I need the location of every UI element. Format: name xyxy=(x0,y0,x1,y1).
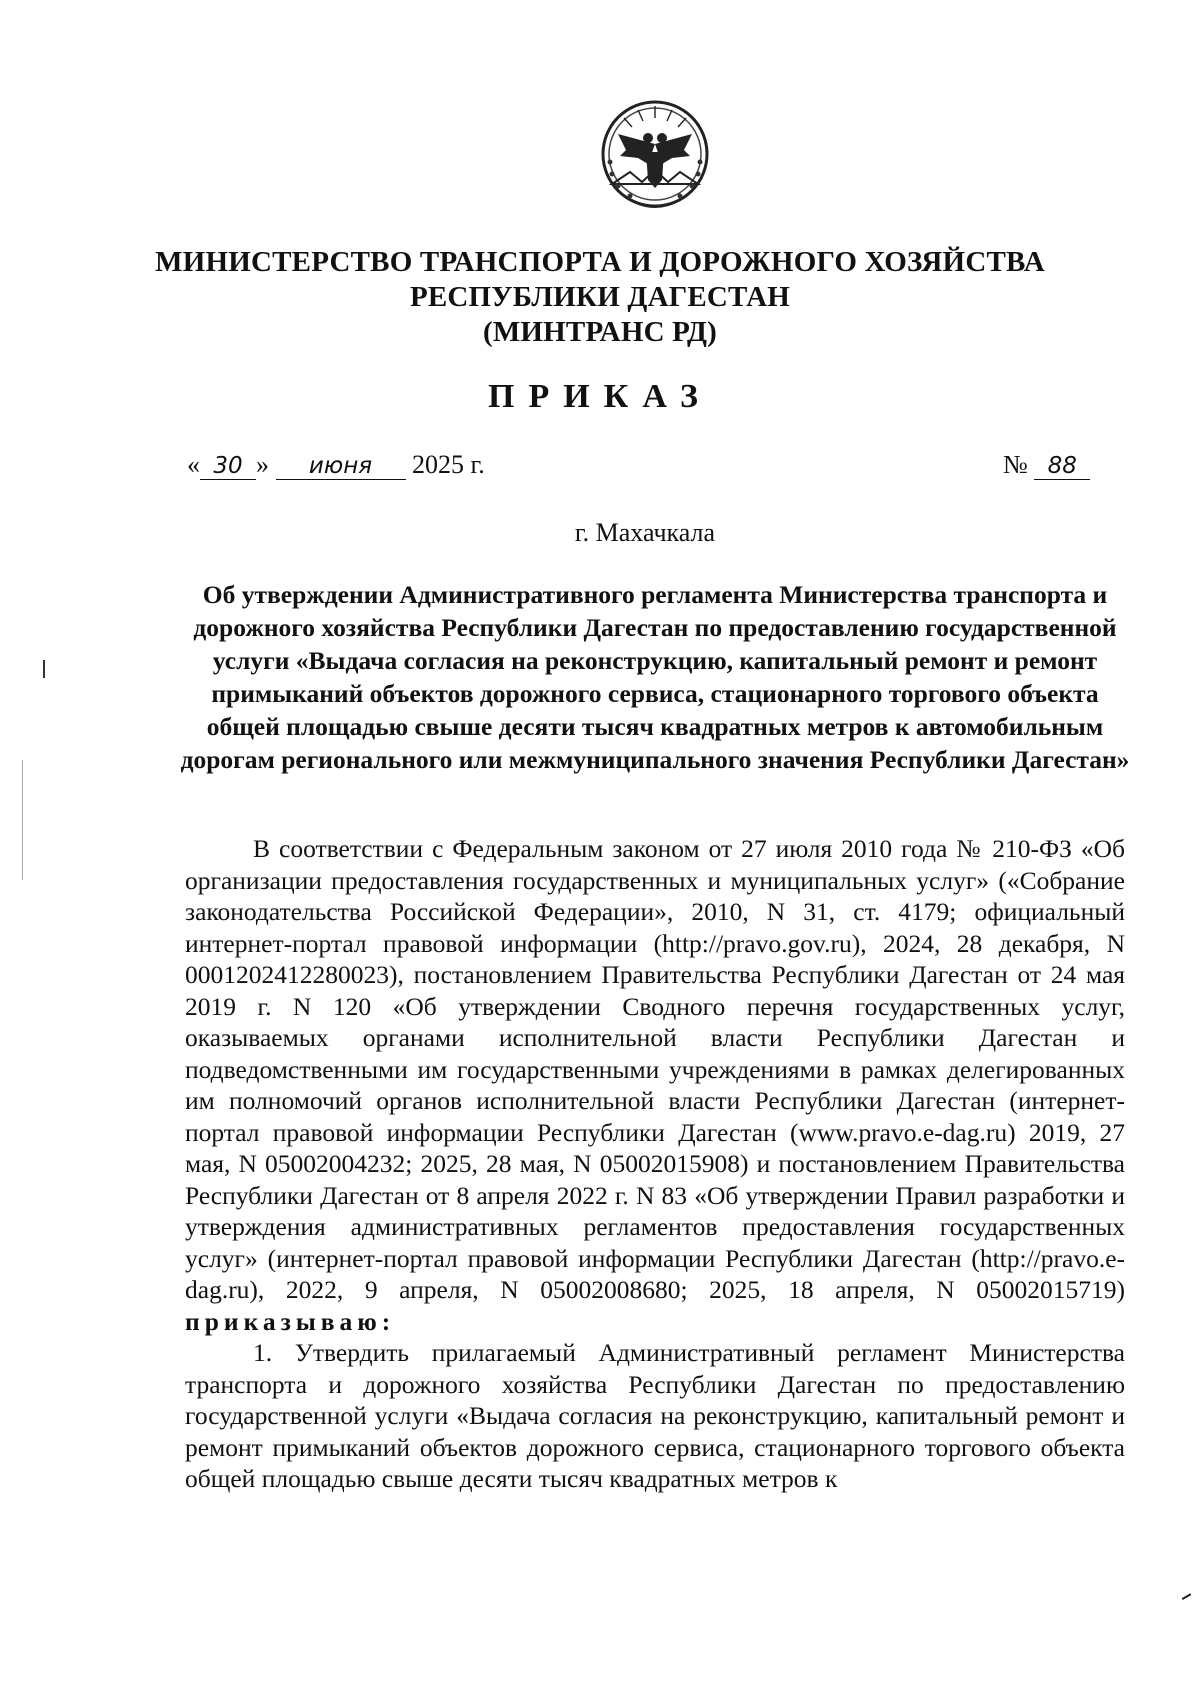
order-subject: Об утверждении Административного регламента Министерства транспорта и дорожного хозяйства Республики Дагестан по предоставлению государственной услуги «Выдача согласия на реконструкцию, капитальный ремонт и ремонт примыканий объектов дорожного сервиса, стационарного торгового объекта общей площадью свыше десяти тысяч квадратных метров к автомобильным дорогам регионального или межмуниципального значения Республики Дагестан» xyxy=(180,580,1130,774)
order-body xyxy=(185,833,1125,1495)
preamble-paragraph xyxy=(185,833,1125,1337)
date-year: 2025 г. xyxy=(412,450,485,479)
order-date xyxy=(187,450,485,480)
item-1-paragraph: 1. Утвердить прилагаемый Административный регламент Министерства транспорта и дорожного хозяйства Республики Дагестан по предоставлению государственной услуги «Выдача согласия на реконструкцию, капитальный ремонт и ремонт примыканий объектов дорожного сервиса, стационарного торгового объекта общей площадью свыше десяти тысяч квадратных метров к xyxy=(185,1338,1125,1493)
ministry-name-line2: РЕСПУБЛИКИ ДАГЕСТАН xyxy=(409,281,791,313)
dagestan-coat-of-arms-icon xyxy=(590,92,720,222)
scan-margin-mark-right xyxy=(1179,1588,1192,1600)
preamble-text: В соответствии с Федеральным законом от 27 июля 2010 года № 210-ФЗ «Об организации предоставления государственных и муниципальных услуг» («Собрание законодательства Российской Федерации», 2010, N 31, ст. 4179; официальный интернет-портал правовой информации (http://pravo.gov.ru), 2024, 28 декабря, N 0001202412280023), постановлением Правительства Республики Дагестан от 24 мая 2019 г. N 120 «Об утверждении Сводного перечня государственных услуг, оказываемых органами исполнительной власти Республики Дагестан и подведомственными им государственными учреждениями в рамках делегированных им полномочий органов исполнительной власти Республики Дагестан (интернет-портал правовой информации Республики Дагестан (www.pravo.e-dag.ru) 2019, 27 мая, N 05002004232; 2025, 28 мая, N 05002015908) и постановлением Правительства Республики Дагестан от 8 апреля 2022 г. N 83 «Об утверждении Правил разработки и утверждения административных регламентов предоставления государственных услуг» (интернет-портал правовой информации Республики Дагестан (http://pravo.e-dag.ru), 2022, 9 апреля, N 05002008680; 2025, 18 апреля, N 05002015719) xyxy=(185,834,1125,1304)
date-day: 30 xyxy=(200,453,256,480)
order-number xyxy=(1003,450,1090,480)
date-close-quote: » xyxy=(256,450,269,479)
ministry-name-line1: МИНИСТЕРСТВО ТРАНСПОРТА И ДОРОЖНОГО ХОЗЯЙСТВА xyxy=(155,246,1045,278)
order-word: приказываю: xyxy=(185,1306,396,1336)
ministry-abbreviation: (МИНТРАНС РД) xyxy=(482,316,717,348)
ministry-header xyxy=(0,245,1200,350)
number-value: 88 xyxy=(1034,453,1090,480)
document-type-title: ПРИКАЗ xyxy=(488,378,712,415)
scan-margin-line xyxy=(22,760,23,880)
date-month: июня xyxy=(276,453,406,480)
scan-margin-mark xyxy=(43,660,45,678)
number-sign: № xyxy=(1003,450,1028,479)
date-open-quote: « xyxy=(187,450,200,479)
city-name: г. Махачкала xyxy=(574,518,716,547)
